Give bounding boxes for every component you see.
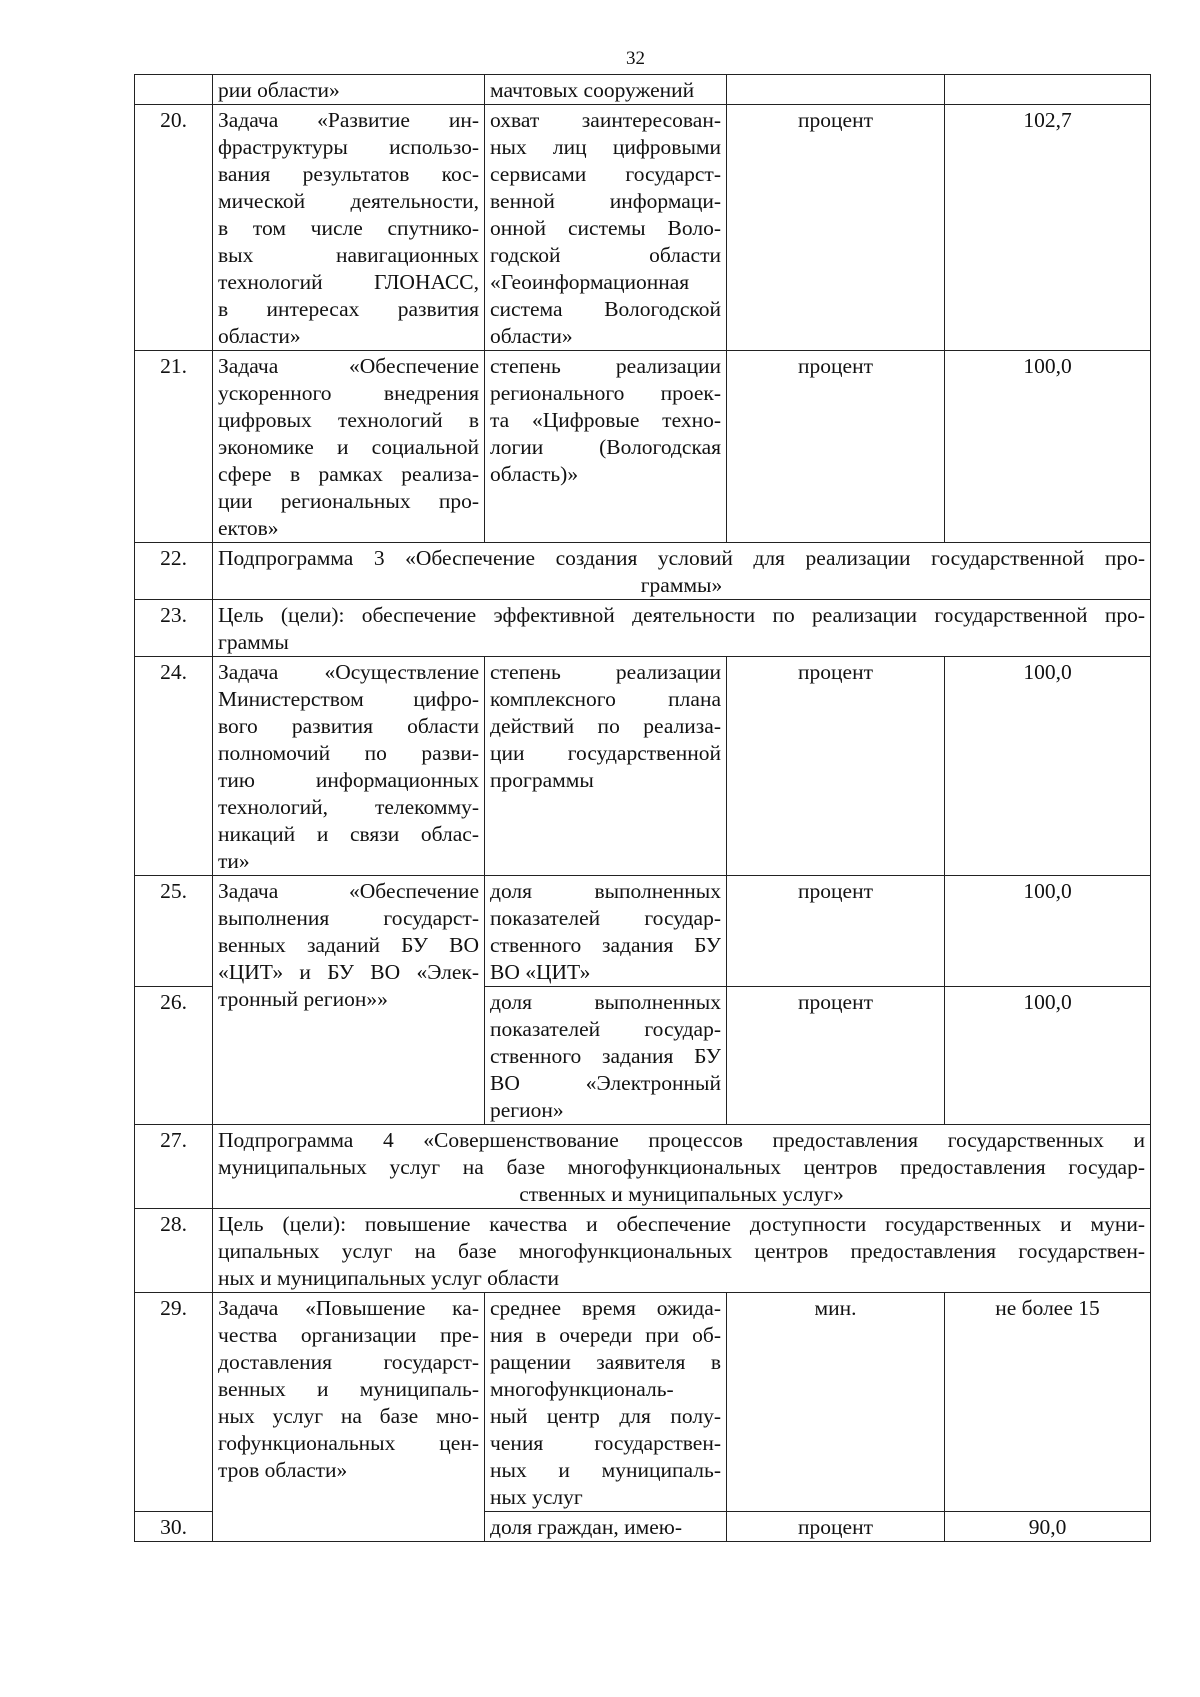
indicator-cell (485, 1512, 727, 1542)
task-cell-line: тров области» (218, 1458, 348, 1482)
task-cell-line: фраструктуры использо- (218, 135, 479, 159)
task-cell-line: ти» (218, 849, 250, 873)
indicator-cell-line: доля граждан, имею- (490, 1515, 682, 1539)
task-cell-line: вого развития области (218, 714, 479, 738)
value-cell: 100,0 (945, 657, 1151, 876)
task-cell-line: вания результатов кос- (218, 162, 479, 186)
row-number (135, 75, 213, 105)
indicators-table (134, 74, 1151, 1542)
task-cell-line: технологий ГЛОНАСС, (218, 270, 479, 294)
indicator-cell-line: показателей государ- (490, 1017, 721, 1041)
row-number: 28. (135, 1209, 213, 1293)
task-cell-line: чества организации пре- (218, 1323, 479, 1347)
task-cell-line: Министерством цифро- (218, 687, 479, 711)
indicator-cell-line: ных услуг (490, 1485, 583, 1509)
task-cell (213, 75, 485, 105)
row-number: 21. (135, 351, 213, 543)
indicator-cell-line: доля выполненных (490, 879, 721, 903)
subprogram-heading-line: Подпрограмма 4 «Совершенствование процессов предоставления государственных и (218, 1128, 1145, 1152)
row-number: 24. (135, 657, 213, 876)
goal-text-line: Цель (цели): повышение качества и обеспечение доступности государственных и муни- (218, 1212, 1145, 1236)
indicator-cell-line: ния в очереди при об- (490, 1323, 721, 1347)
unit-cell: процент (727, 351, 945, 543)
subprogram-heading (213, 1125, 1151, 1209)
table-row (135, 351, 1151, 543)
subprogram-heading-line: граммы» (640, 573, 723, 597)
task-cell-line: тронный регион»» (218, 987, 388, 1011)
task-cell-line: никаций и связи облас- (218, 822, 479, 846)
task-cell (213, 657, 485, 876)
task-cell-line: ции региональных про- (218, 489, 479, 513)
table-row (135, 600, 1151, 657)
task-cell-line: экономике и социальной (218, 435, 479, 459)
value-cell: 100,0 (945, 987, 1151, 1125)
table-row (135, 1125, 1151, 1209)
row-number: 26. (135, 987, 213, 1125)
task-cell-line: мической деятельности, (218, 189, 479, 213)
row-number: 25. (135, 876, 213, 987)
task-cell-line: полномочий по разви- (218, 741, 479, 765)
task-cell-line: «ЦИТ» и БУ ВО «Элек- (218, 960, 479, 984)
indicator-cell-line: система Вологодской (490, 297, 721, 321)
indicator-cell-line: онной системы Воло- (490, 216, 721, 240)
goal-text (213, 600, 1151, 657)
indicator-cell (485, 105, 727, 351)
table-row (135, 1293, 1151, 1512)
indicator-cell-line: регион» (490, 1098, 564, 1122)
row-number: 23. (135, 600, 213, 657)
indicator-cell-line: действий по реализа- (490, 714, 721, 738)
task-cell-line: Задача «Повышение ка- (218, 1296, 479, 1320)
indicator-cell-line: области» (490, 324, 573, 348)
task-cell-line: гофункциональных цен- (218, 1431, 479, 1455)
indicator-cell-line: многофункциональ- (490, 1377, 674, 1401)
value-cell: 100,0 (945, 876, 1151, 987)
value-cell: 90,0 (945, 1512, 1151, 1542)
indicator-cell-line: ращении заявителя в (490, 1350, 721, 1374)
table-row (135, 75, 1151, 105)
subprogram-heading-line: ственных и муниципальных услуг» (519, 1182, 844, 1206)
task-cell-line: цифровых технологий в (218, 408, 479, 432)
page-number: 32 (626, 48, 645, 69)
indicator-cell (485, 75, 727, 105)
indicator-cell-line: ственного задания БУ (490, 933, 721, 957)
indicator-cell-line: ВО «ЦИТ» (490, 960, 591, 984)
indicator-cell-line: та «Цифровые техно- (490, 408, 721, 432)
indicator-cell-line: показателей государ- (490, 906, 721, 930)
indicator-cell (485, 657, 727, 876)
indicator-cell-line: мачтовых сооружений (490, 78, 695, 102)
indicator-cell-line: охват заинтересован- (490, 108, 721, 132)
task-cell-line: выполнения государст- (218, 906, 479, 930)
task-cell (213, 1293, 485, 1512)
unit-cell: мин. (727, 1293, 945, 1512)
table-row (135, 105, 1151, 351)
indicator-cell-line: венной информаци- (490, 189, 721, 213)
indicator-cell-line: ный центр для полу- (490, 1404, 721, 1428)
task-cell-line: венных и муниципаль- (218, 1377, 479, 1401)
indicator-cell-line: ВО «Электронный (490, 1071, 721, 1095)
task-cell-line: доставления государст- (218, 1350, 479, 1374)
task-cell-line: ектов» (218, 516, 279, 540)
task-cell-line: вых навигационных (218, 243, 479, 267)
row-number: 29. (135, 1293, 213, 1512)
goal-text-line: ципальных услуг на базе многофункциональных центров предоставления государствен- (218, 1239, 1145, 1263)
indicator-cell-line: «Геоинформационная (490, 270, 690, 294)
table-row (135, 1512, 1151, 1542)
value-cell: 102,7 (945, 105, 1151, 351)
indicator-cell-line: программы (490, 768, 594, 792)
task-cell-line: Задача «Обеспечение (218, 879, 479, 903)
goal-text-line: граммы (218, 630, 289, 654)
indicator-cell-line: логии (Вологодская (490, 435, 721, 459)
table-row (135, 543, 1151, 600)
value-cell: 100,0 (945, 351, 1151, 543)
row-number: 27. (135, 1125, 213, 1209)
table-row (135, 1209, 1151, 1293)
indicator-cell-line: ции государственной (490, 741, 721, 765)
goal-text-line: Цель (цели): обеспечение эффективной деятельности по реализации государственной про- (218, 603, 1145, 627)
unit-cell: процент (727, 105, 945, 351)
task-cell (213, 1512, 485, 1542)
indicator-cell (485, 1293, 727, 1512)
task-cell-line: венных заданий БУ ВО (218, 933, 479, 957)
unit-cell: процент (727, 657, 945, 876)
subprogram-heading (213, 543, 1151, 600)
row-number: 20. (135, 105, 213, 351)
task-cell-line: Задача «Развитие ин- (218, 108, 479, 132)
indicator-cell-line: комплексного плана (490, 687, 721, 711)
indicator-cell (485, 876, 727, 987)
indicator-cell-line: область)» (490, 462, 579, 486)
unit-cell (727, 75, 945, 105)
subprogram-heading-line: муниципальных услуг на базе многофункциональных центров предоставления государ- (218, 1155, 1145, 1179)
task-cell (213, 105, 485, 351)
unit-cell: процент (727, 876, 945, 987)
indicator-cell-line: доля выполненных (490, 990, 721, 1014)
indicator-cell-line: регионального проек- (490, 381, 721, 405)
value-cell (945, 75, 1151, 105)
row-number: 30. (135, 1512, 213, 1542)
row-number: 22. (135, 543, 213, 600)
indicator-cell-line: ных лиц цифровыми (490, 135, 721, 159)
goal-text (213, 1209, 1151, 1293)
indicator-cell-line: среднее время ожида- (490, 1296, 721, 1320)
task-cell-line: тию информационных (218, 768, 479, 792)
unit-cell: процент (727, 987, 945, 1125)
indicator-cell-line: степень реализации (490, 354, 721, 378)
task-cell-line: Задача «Осуществление (218, 660, 479, 684)
task-cell (213, 351, 485, 543)
task-cell-line: сфере в рамках реализа- (218, 462, 479, 486)
indicator-cell-line: ственного задания БУ (490, 1044, 721, 1068)
task-cell-line: области» (218, 324, 301, 348)
table-row (135, 657, 1151, 876)
task-cell (213, 876, 485, 1125)
task-cell-line: ных услуг на базе мно- (218, 1404, 479, 1428)
goal-text-line: ных и муниципальных услуг области (218, 1266, 560, 1290)
task-cell-line: ускоренного внедрения (218, 381, 479, 405)
task-cell-line: в интересах развития (218, 297, 479, 321)
indicator-cell-line: ных и муниципаль- (490, 1458, 721, 1482)
indicator-cell (485, 351, 727, 543)
task-cell-line: Задача «Обеспечение (218, 354, 479, 378)
indicator-cell-line: годской области (490, 243, 721, 267)
indicator-cell-line: сервисами государст- (490, 162, 721, 186)
value-cell: не более 15 (945, 1293, 1151, 1512)
subprogram-heading-line: Подпрограмма 3 «Обеспечение создания условий для реализации государственной про- (218, 546, 1145, 570)
unit-cell: процент (727, 1512, 945, 1542)
indicator-cell-line: чения государствен- (490, 1431, 721, 1455)
indicator-cell-line: степень реализации (490, 660, 721, 684)
task-cell-line: рии области» (218, 78, 340, 102)
task-cell-line: в том числе спутнико- (218, 216, 479, 240)
task-cell-line: технологий, телекомму- (218, 795, 479, 819)
indicator-cell (485, 987, 727, 1125)
table-row (135, 876, 1151, 987)
